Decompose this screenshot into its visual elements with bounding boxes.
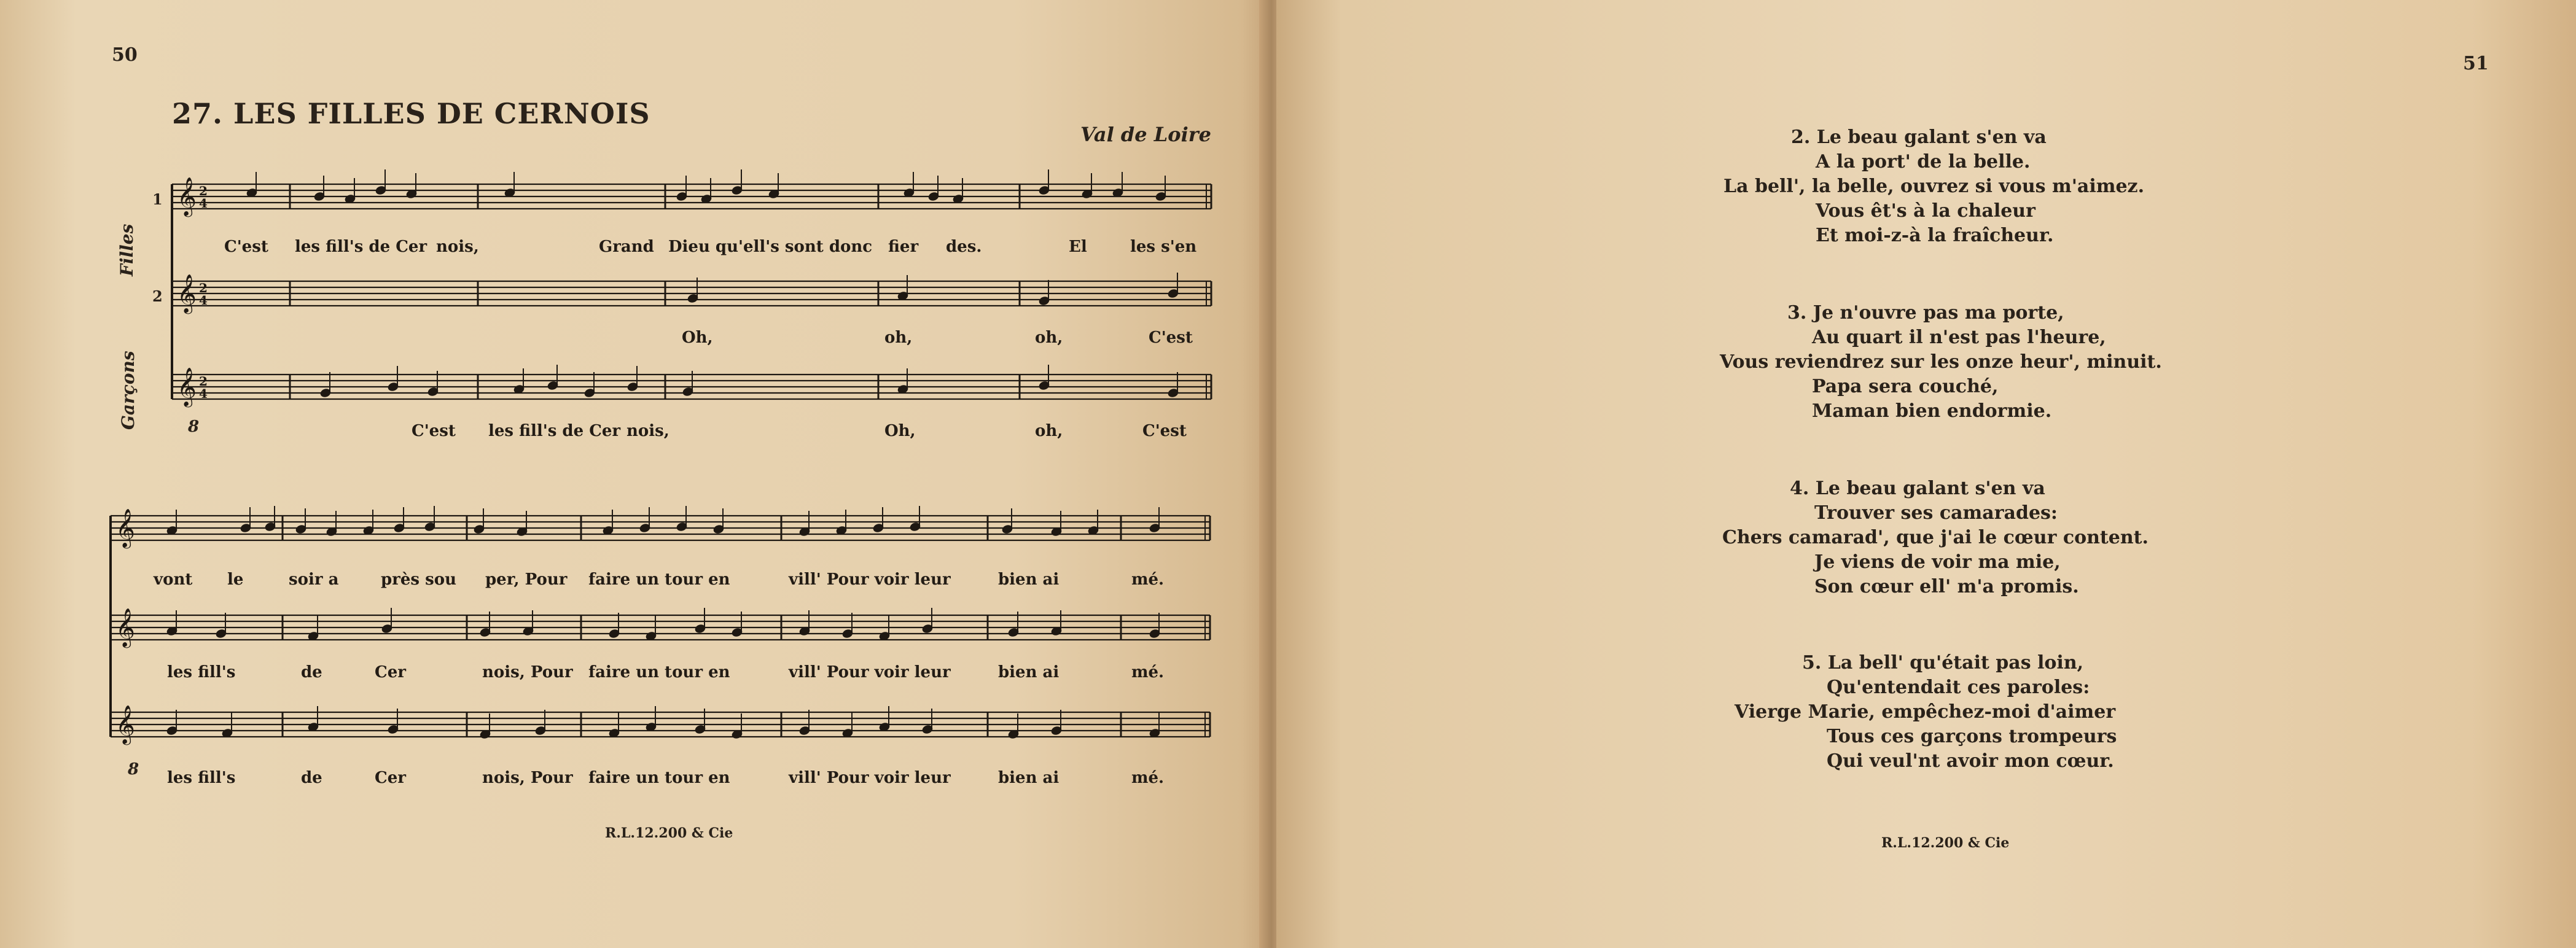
verse-line: 3. Je n'ouvre pas ma porte, [1787, 302, 2064, 324]
lyric-syllable: les fill's [167, 663, 236, 682]
lyric-syllable: vill' Pour voir leur [789, 663, 951, 682]
lyric-syllable: oh, [884, 328, 913, 347]
lyric-syllable: nois, [436, 238, 479, 256]
right-page [1276, 0, 2576, 948]
lyric-syllable: faire un tour en [588, 663, 730, 682]
page-number-right: 51 [2463, 53, 2489, 74]
time-signature: 4 [199, 196, 208, 211]
verse-line: Au quart il n'est pas l'heure, [1812, 327, 2106, 348]
verse-line: Je viens de voir ma mie, [1814, 551, 2061, 573]
time-signature: 2 [199, 184, 208, 198]
lyric-syllable: Cer [375, 769, 406, 787]
lyric-syllable: bien ai [998, 663, 1060, 682]
verse-line: La bell', la belle, ouvrez si vous m'aimez. [1723, 176, 2145, 197]
lyric-syllable: mé. [1131, 570, 1165, 589]
lyric-syllable: fier [888, 238, 919, 256]
lyric-syllable: Oh, [682, 328, 713, 347]
verse-line: Et moi-z-à la fraîcheur. [1816, 225, 2054, 246]
lyric-syllable: bien ai [998, 570, 1060, 589]
voice-label-filles: Filles [117, 223, 137, 276]
lyric-syllable: C'est [1142, 422, 1187, 440]
lyric-syllable: vont [154, 570, 193, 589]
lyric-syllable: C'est [412, 422, 456, 440]
treble-clef: 𝄞 [115, 508, 135, 547]
treble-clef: 𝄞 [115, 705, 135, 744]
verse-5 [1735, 651, 2117, 774]
octave-mark-2: 8 [128, 760, 139, 779]
lyric-syllable: Grand [599, 238, 654, 256]
verse-line: Vous reviendrez sur les onze heur', minuit. [1720, 351, 2162, 373]
lyric-syllable: Dieu qu'ell's sont donc [668, 238, 873, 256]
left-page [0, 0, 1267, 948]
lyric-syllable: faire un tour en [588, 570, 730, 589]
treble-clef: 𝄞 [177, 274, 197, 313]
verse-3 [1720, 301, 2162, 424]
time-signature: 4 [199, 386, 208, 401]
verse-line: 4. Le beau galant s'en va [1790, 478, 2045, 499]
lyric-syllable: soir a [289, 570, 339, 589]
lyric-syllable: près sou [381, 570, 456, 589]
lyric-syllable: vill' Pour voir leur [789, 570, 951, 589]
lyric-syllable: Oh, [884, 422, 916, 440]
lyric-syllable: oh, [1035, 328, 1063, 347]
lyric-syllable: Cer [375, 663, 406, 682]
staff-number-2: 2 [152, 287, 163, 305]
time-signature: 4 [199, 293, 208, 308]
lyric-syllable: de [301, 769, 322, 787]
verse-line: Qui veul'nt avoir mon cœur. [1827, 750, 2114, 772]
treble-clef: 𝄞 [177, 177, 197, 216]
verse-4 [1722, 476, 2149, 599]
verse-line: 2. Le beau galant s'en va [1791, 126, 2047, 148]
voice-label-garcons: Garçons [118, 351, 138, 430]
song-title: 27. LES FILLES DE CERNOIS [172, 97, 650, 130]
treble-clef: 𝄞 [115, 608, 135, 647]
lyric-syllable: El [1069, 238, 1087, 256]
lyric-syllable: bien ai [998, 769, 1060, 787]
lyric-syllable: mé. [1131, 769, 1165, 787]
verse-line: A la port' de la belle. [1816, 151, 2031, 173]
lyric-syllable: les s'en [1130, 238, 1197, 256]
lyric-syllable: nois, Pour [482, 769, 573, 787]
verse-line: Trouver ses camarades: [1814, 502, 2058, 524]
verse-line: Chers camarad', que j'ai le cœur content. [1722, 527, 2149, 548]
verse-line: Maman bien endormie. [1812, 400, 2052, 422]
lyric-syllable: C'est [224, 238, 268, 256]
lyric-lines [153, 238, 1196, 787]
lyric-syllable: le [227, 570, 244, 589]
lyric-syllable: mé. [1131, 663, 1165, 682]
lyric-syllable: per, Pour [485, 570, 568, 589]
publisher-right: R.L.12.200 & Cie [1881, 835, 2010, 851]
verse-line: Vierge Marie, empêchez-moi d'aimer [1735, 701, 2116, 723]
verse-line: Tous ces garçons trompeurs [1827, 726, 2117, 747]
verse-2 [1723, 125, 2144, 248]
lyric-syllable: des. [946, 238, 982, 256]
lyric-syllable: vill' Pour voir leur [789, 769, 951, 787]
verse-line: Vous êt's à la chaleur [1816, 200, 2035, 222]
lyric-syllable: faire un tour en [588, 769, 730, 787]
treble-clef: 𝄞 [177, 367, 197, 406]
lyric-syllable: C'est [1149, 328, 1193, 347]
lyric-syllable: les fill's de Cer [295, 238, 427, 256]
staff-lines [111, 169, 1211, 745]
octave-mark-1: 8 [188, 418, 200, 436]
verse-line: 5. La bell' qu'était pas loin, [1802, 652, 2084, 674]
lyric-syllable: les fill's [167, 769, 236, 787]
lyric-syllable: les fill's de Cer [488, 422, 621, 440]
verse-line: Son cœur ell' m'a promis. [1814, 576, 2079, 597]
time-signature: 2 [199, 374, 208, 389]
music-notation [0, 0, 1267, 948]
lyric-syllable: oh, [1035, 422, 1063, 440]
verse-line: Papa sera couché, [1812, 376, 1999, 397]
publisher-left: R.L.12.200 & Cie [605, 825, 733, 841]
verse-line: Qu'entendait ces paroles: [1827, 677, 2090, 698]
lyric-syllable: nois, [626, 422, 669, 440]
time-signature: 2 [199, 281, 208, 295]
song-region: Val de Loire [1080, 123, 1211, 146]
staff-number-1: 1 [152, 190, 163, 208]
lyric-syllable: nois, Pour [482, 663, 573, 682]
lyric-syllable: de [301, 663, 322, 682]
page-number-left: 50 [112, 44, 138, 66]
